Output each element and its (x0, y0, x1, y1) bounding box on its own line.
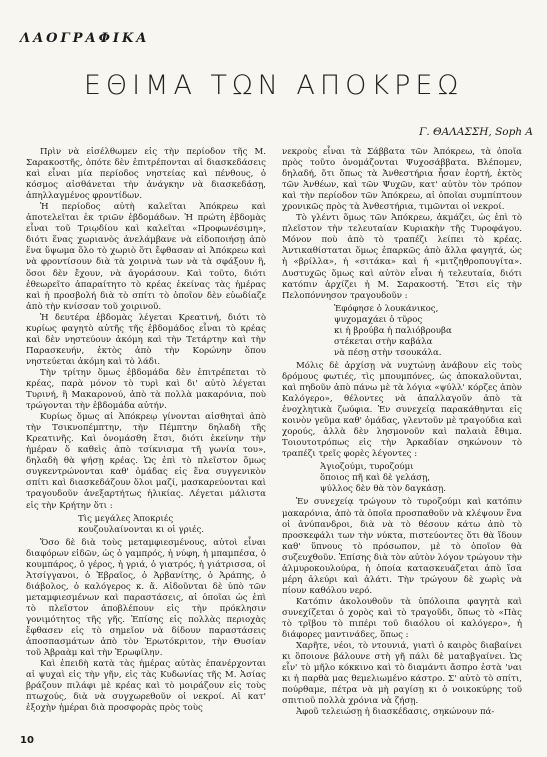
article-author: Γ. ΘΑΛΑΣΣΗ, Soph A (419, 126, 533, 138)
verse-line: ψύλλος δὲν θὰ τὸν δαγκάσῃ. (320, 484, 446, 495)
verse-line: Ἀγιοζούμι, τυροζούμι (320, 462, 414, 473)
paragraph: Ἡ δευτέρα ἑβδομὰς λέγεται Κρεατινή, διότι τὸ κυρίως φαγητὸ αὐτῆς τῆς ἑβδομάδος εἶναι τὸ κρέας καὶ δὲν νηστεύουν ἀκόμη καὶ τὴν Τετάρτην καὶ τὴν Παρασκευήν, ἐκτὸς ἀπὸ τὴν Κορώνην ὅπου νηστεύεται ἀκόμη καὶ τὸ λάδι. (26, 312, 266, 367)
verse-line: Ἐφόφησε ὁ λουκάνικος, (334, 303, 439, 314)
right-column (282, 147, 522, 718)
verse-block (26, 514, 266, 536)
paragraph: Τὸ γλέντι ὅμως τῶν Ἀπόκρεω, ἀκμάζει, ὡς ἐπὶ τὸ πλεῖστον τὴν τελευταίαν Κυριακὴν τῆς Τυροφάγου. Μόνον ποὺ ἀπὸ τὸ τραπέζι λείπει τὸ κρέας. Ἀντικαθίσταται ὅμως ἐπαρκῶς ἀπὸ ἄλλα φαγητά, ὡς ἡ «βρίλλα», ἡ «σιτάκα» καὶ ἡ «μιτζηθροπουγίτα». Δυστυχῶς ὅμως καὶ αὐτὸν εἶναι ἡ τελευταία, διότι κατόπιν ἀρχίζει ἡ Μ. Σαρακοστή. Ἔτσι εἰς τὴν Πελοπόννησον τραγουδοῦν : (282, 213, 522, 301)
verse-line: Τὶς μεγάλες Ἀποκριές (78, 513, 174, 524)
verse-line: ψυχομαχάει ὁ τῦρος (334, 314, 423, 325)
section-label: ΛΑΟΓΡΑΦΙΚΑ (20, 31, 150, 46)
paragraph: Μόλις δὲ ἀρχίσῃ νὰ νυχτώνῃ ἀνάβουν εἰς τοὺς δρόμους φωτιές, τὶς μπουμπόνες, ὡς ἀποκαλοῦνται, καὶ πηδοῦν ἀπὸ πάνω μὲ τὰ λόγια «ψύλλ' κόρζες ἀπὸν Καλόγερο», θέλοντες νὰ ἀπαλλαγοῦν ἀπὸ τὰ ἐνοχλητικὰ ζωύφια. Ἐν συνεχείᾳ παρακάθηνται εἰς κοινὸν γεῦμα καθ' ὁμάδας, γλεντοῦν μὲ τραγούδια καὶ χορούς, ἀλλὰ δὲν λησμονοῦν καὶ παλαιὰ ἔθιμα. Τοιουτοτρόπως εἰς τὴν Ἀρκαδίαν σηκώνουν τὸ τραπέζι τρεῖς φορὲς λέγοντες : (282, 360, 522, 460)
paragraph: Κατόπιν ἀκολουθοῦν τὰ ὑπόλοιπα φαγητὰ καὶ συνεχίζεται ὁ χορὸς καὶ τὸ τραγοῦδι, ὅπως τὸ «Πὰς τὸ τρῖβου τὸ πιπέρι τοῦ διαόλου οἱ καλόγερο», ἡ διάφορες μαντινάδες, ὅπως : (282, 596, 522, 641)
paragraph: Ἡ περίοδος αὐτὴ καλεῖται Ἀπόκρεω καὶ ἀποτελεῖται ἐκ τριῶν ἑβδομάδων. Ἡ πρώτη ἑβδομὰς εἶναι τοῦ Τριῳδίου καὶ καλεῖται «Προφωνέσιμη», διότι ἕνας χωριανὸς ἀνελάμβανε νὰ εἰδοποιήσῃ ἀπὸ ἕνα ὕψωμα ὅλο τὸ χωριὸ ὅτι ἔφθασαν αἱ Ἀπόκρεω καὶ νὰ φροντίσουν διὰ τὰ χοιρινὰ των νὰ τὰ σφάξουν ἢ, ὅσοι δὲν ἔχουν, νὰ ἀγοράσουν. Καὶ τοῦτο, διότι ἐθεωρεῖτο ἀπαραίτητο τὸ κρέας ἐκείνας τὰς ἡμέρας καὶ ἡ προσβολή διὰ τὸ σπίτι τὸ ὁποῖον δὲν εὐωδίαζε ἀπὸ τὴν κνίσσαν τοῦ χοιρινοῦ. (26, 202, 266, 312)
paragraph: Τὴν τρίτην ὅμως ἑβδομάδα δὲν ἐπιτρέπεται τὸ κρέας, παρὰ μόνον τὸ τυρὶ καὶ δι' αὐτὸ λέγεται Τυρινή, ἢ Μακαρονού, ἀπὸ τὰ πολλὰ μακαρόνια, ποὺ τρώγονται τὴν ἑβδομάδα αὐτήν. (26, 367, 266, 412)
verse-line: στέκεται στὴν καβάλα (334, 336, 433, 347)
verse-line: κι ἡ βρούβα ἡ παλιόβρουβα (334, 325, 452, 336)
paragraph: Κυρίως ὅμως αἱ Ἀπόκρεῳ γίνονται αἰσθηταὶ ἀπὸ τὴν Τσικνοπέμπτην, τὴν Πέμπτην δηλαδὴ τῆς Κρεατινῆς. Καὶ ὀνομάσθη ἔτσι, διότι ἐκείνην τὴν ἡμέραν ὅ καθεὶς ἀπὸ τσίκνισμα τῆ γωνία του», δηλαδὴ θὰ ψήσῃ κρέας. Ὡς ἐπὶ τὸ πλεῖστον ὅμως συγκεντρώνονται καθ' ὁμάδας εἰς ἕνα συγγενικὸν σπίτι καὶ διασκεδάζουν ὅλοι μαζί, μασκαρεύονται καὶ τραγουδοῦν ἀνεξαρτήτως ἡλικίας. Λέγεται μάλιστα εἰς τὴν Κρήτην ὅτι : (26, 412, 266, 511)
paragraph: Ὅσο δὲ διὰ τοὺς μεταμφιεσμένους, αὐτοὶ εἶναι διαφόρων εἰδῶν, ὡς ὁ γαμπρός, ἡ νύφη, ἡ μπαμπέσα, ὁ κουμπάρος, ὁ γέρος, ἡ γριά, ὁ γιατρός, ἡ γιάτρισσα, οἱ Ἀτσίγγανοι, ὁ Ἑβραῖος, ὁ Ἀρβανίτης, ὁ Ἀράπης, ὁ διάβολος, ὁ καλόγερος κ. ἄ. Αἰδοῦνται δὲ ὑπὸ τῶν μεταμφιεσμένων καὶ παραστάσεις, αἱ ὁποῖαι ὡς ἐπὶ τὸ πλεῖστον ἀποβλέπουν εἰς τὴν πρόκλησιν γονιμότητος τῆς γῆς. Ἐπίσης εἰς πολλὰς περιοχὰς ἔφθασεν εἰς τὸ σημεῖον νὰ δίδουν παραστάσεις ἀποσπασμάτων ἀπὸ τὸν Ἐρωτόκριτον, τὴν Θυσίαν τοῦ Ἀβραὰμ καὶ τὴν Ἐρωφίλην. (26, 537, 266, 659)
page-number: 10 (20, 735, 34, 746)
verse-line: κουζουλαίνονται κι οἱ γριές. (78, 524, 205, 535)
paragraph: Ἀφοῦ τελειώσῃ ἡ διασκέδασις, σηκώνουν πά- (296, 707, 495, 718)
paragraph: Χαρῆτε, νέοι, τὸ ντουνιά, γιατὶ ὁ καιρὸς διαβαίνει κι ὅποιονε βάλουνε στὴ γῆ πάλι δὲ ματαβγαίνει. Ὡς εἶν' τὸ μῆλο κόκκινο καὶ τὸ διαμάντι ἄσπρο ἐστὰ 'ναι κι ἡ παρθὰ μας θεμελιωμένο κάστρο. Σ' αὐτὸ τὸ σπίτι, πούρθαμε, πέτρα νὰ μὴ ραγίσῃ κι ὁ νοικοκύρης τοῦ σπιτιοῦ πολλὰ χρόνια νὰ ζήσῃ. (282, 641, 522, 707)
paragraph: Καὶ ἐπειδὴ κατὰ τὰς ἡμέρας αὐτὰς ἐπανέρχονται αἱ ψυχαὶ εἰς τὴν γῆν, εἰς τὰς Κυδωνίας τῆς Μ. Ἀσίας βράζουν πιλάφι μὲ κρέας καὶ τὸ μοιράζουν εἰς τοὺς πτωχούς, διὰ νὰ συγχωρεθοῦν οἱ νεκροί. Αἱ κατ' ἐξοχὴν ἡμέραι διὰ προσφορὰς πρὸς τοὺς (26, 659, 266, 714)
verse-block (282, 462, 522, 495)
paragraph: νεκροὺς εἶναι τὰ Σάββατα τῶν Ἀπόκρεω, τὰ ὁποῖα πρὸς τοῦτο ὀνομάζονται Ψυχοσάββατα. Βλέπομεν, δηλαδή, ὅτι ὅπως τὰ Ἀνθεστήρια ἦσαν ἑορτή, ἐκτὸς τῶν Ἀνθέων, καὶ τῶν Ψυχῶν, κατ' αὐτὸν τὸν τρόπον καὶ τὴν περίοδον τῶν Ἀπόκρεω, αἱ ὁποῖαι συμπίπτουν χρονικῶς πρὸς τὰ Ἀνθεστήρια, τιμῶνται οἱ νεκροί. (282, 147, 522, 213)
article-title: ΕΘΙΜΑ ΤΩΝ ΑΠΟΚΡΕΩ (83, 70, 464, 101)
verse-line: νὰ πέσῃ στὴν τσουκάλα. (334, 347, 442, 358)
paragraph: Ἐν συνεχείᾳ τρώγουν τὸ τυροζούμι καὶ κατόπιν μακαρόνια, ἀπὸ τὰ ὁποῖα προσπαθοῦν νὰ κλέψουν ἕνα οἱ ἀνύπανδροι, διὰ νὰ τὸ θέσουν κάτω ἀπὸ τὸ προσκεφάλι των τὴν νύκτα, πιστεύοντες ὅτι θὰ ἴδουν καθ' ὕπνους τὸ πρόσωπον, μὲ τὸ ὁποῖον θὰ συζευχθοῦν. Ἐπίσης διὰ τὸν αὐτὸν λόγον τρώγουν τὴν ἁλμυροκουλούρα, ἡ ὁποία κατασκευάζεται ἀπὸ ἴσα μέρη ἀλεύρι καὶ ἁλάτι. Τὴν τρώγουν δὲ χωρὶς νὰ πίουν καθόλου νερό. (282, 497, 522, 596)
left-column (26, 147, 266, 714)
paragraph: Πρὶν νὰ εἰσέλθωμεν εἰς τὴν περίοδον τῆς Μ. Σαρακοστῆς, ὁπότε δὲν ἐπιτρέπονται αἱ διασκεδάσεις καὶ εἶναι μία περίοδος νηστείας καὶ πένθους, ὁ κόσμος αἰσθάνεται τὴν ἀνάγκην νὰ διασκεδάσῃ, ἀπηλλαγμένος φροντίδων. (26, 147, 266, 202)
verse-line: ὅποιος πῆ καὶ δὲ γελάσῃ, (320, 473, 430, 484)
verse-block (282, 304, 522, 359)
